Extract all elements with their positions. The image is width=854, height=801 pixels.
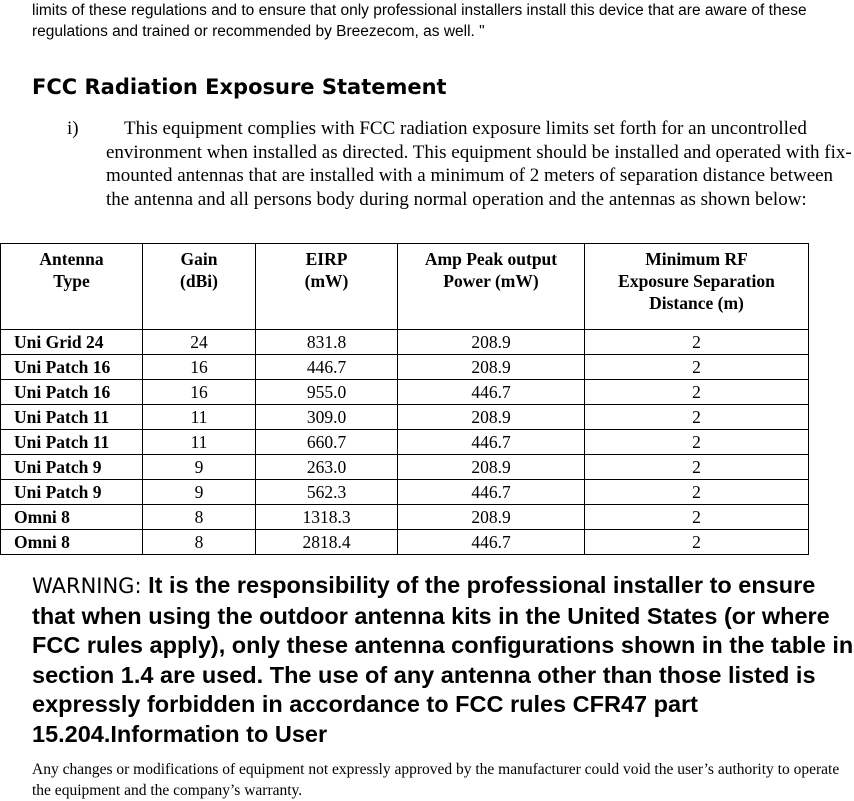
header-amp-peak-output bbox=[398, 244, 585, 330]
cell-eirp: 831.8 bbox=[256, 330, 398, 355]
cell-distance: 2 bbox=[585, 530, 809, 555]
cell-antenna-type: Uni Patch 11 bbox=[1, 430, 143, 455]
table-row bbox=[1, 505, 809, 530]
warning-text: It is the responsibility of the professional installer to ensure that when using the outdoor antenna kits in the United States (or where FCC rules apply), only these antenna configurations shown in the table in section 1.4 are used. The use of any antenna other than those listed is expressly forbidden in accordance to FCC rules CFR47 part 15.204.Information to User bbox=[32, 572, 854, 747]
header-min-rf-distance bbox=[585, 244, 809, 330]
header-line: EIRP bbox=[305, 249, 348, 269]
intro-paragraph: limits of these regulations and to ensure that only professional installers install this device that are aware of these regulations and trained or recommended by Breezecom, as well. " bbox=[32, 2, 807, 40]
cell-eirp: 309.0 bbox=[256, 405, 398, 430]
header-line: (mW) bbox=[304, 271, 349, 291]
cell-distance: 2 bbox=[585, 405, 809, 430]
cell-gain: 11 bbox=[143, 405, 256, 430]
cell-eirp: 660.7 bbox=[256, 430, 398, 455]
antenna-table-body bbox=[1, 330, 809, 555]
section-heading: FCC Radiation Exposure Statement bbox=[32, 75, 447, 99]
table-row bbox=[1, 380, 809, 405]
cell-antenna-type: Uni Patch 16 bbox=[1, 380, 143, 405]
statement-number: i) bbox=[67, 118, 79, 139]
cell-antenna-type: Omni 8 bbox=[1, 530, 143, 555]
header-eirp bbox=[256, 244, 398, 330]
header-antenna-type bbox=[1, 244, 143, 330]
cell-gain: 16 bbox=[143, 380, 256, 405]
cell-distance: 2 bbox=[585, 380, 809, 405]
table-row bbox=[1, 455, 809, 480]
table-row bbox=[1, 430, 809, 455]
header-line: Amp Peak output bbox=[424, 249, 558, 269]
user-notice: Any changes or modifications of equipment not expressly approved by the manufacturer could void the user’s authority to operate the equipment and the company’s warranty. bbox=[32, 761, 840, 799]
cell-gain: 9 bbox=[143, 480, 256, 505]
cell-eirp: 446.7 bbox=[256, 355, 398, 380]
header-line: Power (mW) bbox=[443, 271, 539, 291]
table-row bbox=[1, 330, 809, 355]
header-line: (dBi) bbox=[180, 271, 218, 291]
cell-amp-power: 208.9 bbox=[398, 330, 585, 355]
cell-eirp: 263.0 bbox=[256, 455, 398, 480]
cell-gain: 9 bbox=[143, 455, 256, 480]
cell-distance: 2 bbox=[585, 430, 809, 455]
header-line: Gain bbox=[180, 249, 218, 269]
cell-distance: 2 bbox=[585, 505, 809, 530]
statement-text: This equipment complies with FCC radiation exposure limits set forth for an uncontrolled environment when installed as directed. This equipment should be installed and operated with fix-mounted antennas that are installed with a minimum of 2 meters of separation distance between the antenna and all persons body during normal operation and the antennas as shown below: bbox=[106, 118, 852, 210]
cell-antenna-type: Omni 8 bbox=[1, 505, 143, 530]
cell-antenna-type: Uni Patch 9 bbox=[1, 480, 143, 505]
cell-eirp: 2818.4 bbox=[256, 530, 398, 555]
cell-eirp: 562.3 bbox=[256, 480, 398, 505]
table-row bbox=[1, 405, 809, 430]
header-line: Type bbox=[53, 271, 90, 291]
header-line: Minimum RF bbox=[645, 249, 748, 269]
cell-amp-power: 208.9 bbox=[398, 355, 585, 380]
cell-gain: 16 bbox=[143, 355, 256, 380]
table-row bbox=[1, 355, 809, 380]
cell-amp-power: 446.7 bbox=[398, 480, 585, 505]
cell-gain: 8 bbox=[143, 530, 256, 555]
cell-gain: 8 bbox=[143, 505, 256, 530]
header-line: Antenna bbox=[39, 249, 104, 269]
antenna-table bbox=[0, 243, 809, 555]
warning-label: WARNING: bbox=[32, 574, 142, 598]
antenna-table-header bbox=[1, 244, 809, 330]
cell-amp-power: 208.9 bbox=[398, 405, 585, 430]
statement-item bbox=[67, 117, 854, 211]
cell-antenna-type: Uni Patch 11 bbox=[1, 405, 143, 430]
header-gain bbox=[143, 244, 256, 330]
cell-eirp: 1318.3 bbox=[256, 505, 398, 530]
cell-amp-power: 446.7 bbox=[398, 380, 585, 405]
cell-amp-power: 446.7 bbox=[398, 530, 585, 555]
table-row bbox=[1, 480, 809, 505]
cell-distance: 2 bbox=[585, 455, 809, 480]
cell-distance: 2 bbox=[585, 355, 809, 380]
cell-antenna-type: Uni Patch 9 bbox=[1, 455, 143, 480]
cell-distance: 2 bbox=[585, 330, 809, 355]
cell-distance: 2 bbox=[585, 480, 809, 505]
cell-amp-power: 208.9 bbox=[398, 455, 585, 480]
warning-paragraph bbox=[32, 571, 854, 749]
cell-amp-power: 208.9 bbox=[398, 505, 585, 530]
cell-antenna-type: Uni Patch 16 bbox=[1, 355, 143, 380]
cell-amp-power: 446.7 bbox=[398, 430, 585, 455]
cell-eirp: 955.0 bbox=[256, 380, 398, 405]
cell-gain: 24 bbox=[143, 330, 256, 355]
header-row bbox=[1, 244, 809, 330]
header-line: Exposure Separation bbox=[618, 271, 775, 291]
table-row bbox=[1, 530, 809, 555]
cell-gain: 11 bbox=[143, 430, 256, 455]
header-line: Distance (m) bbox=[649, 293, 744, 313]
cell-antenna-type: Uni Grid 24 bbox=[1, 330, 143, 355]
